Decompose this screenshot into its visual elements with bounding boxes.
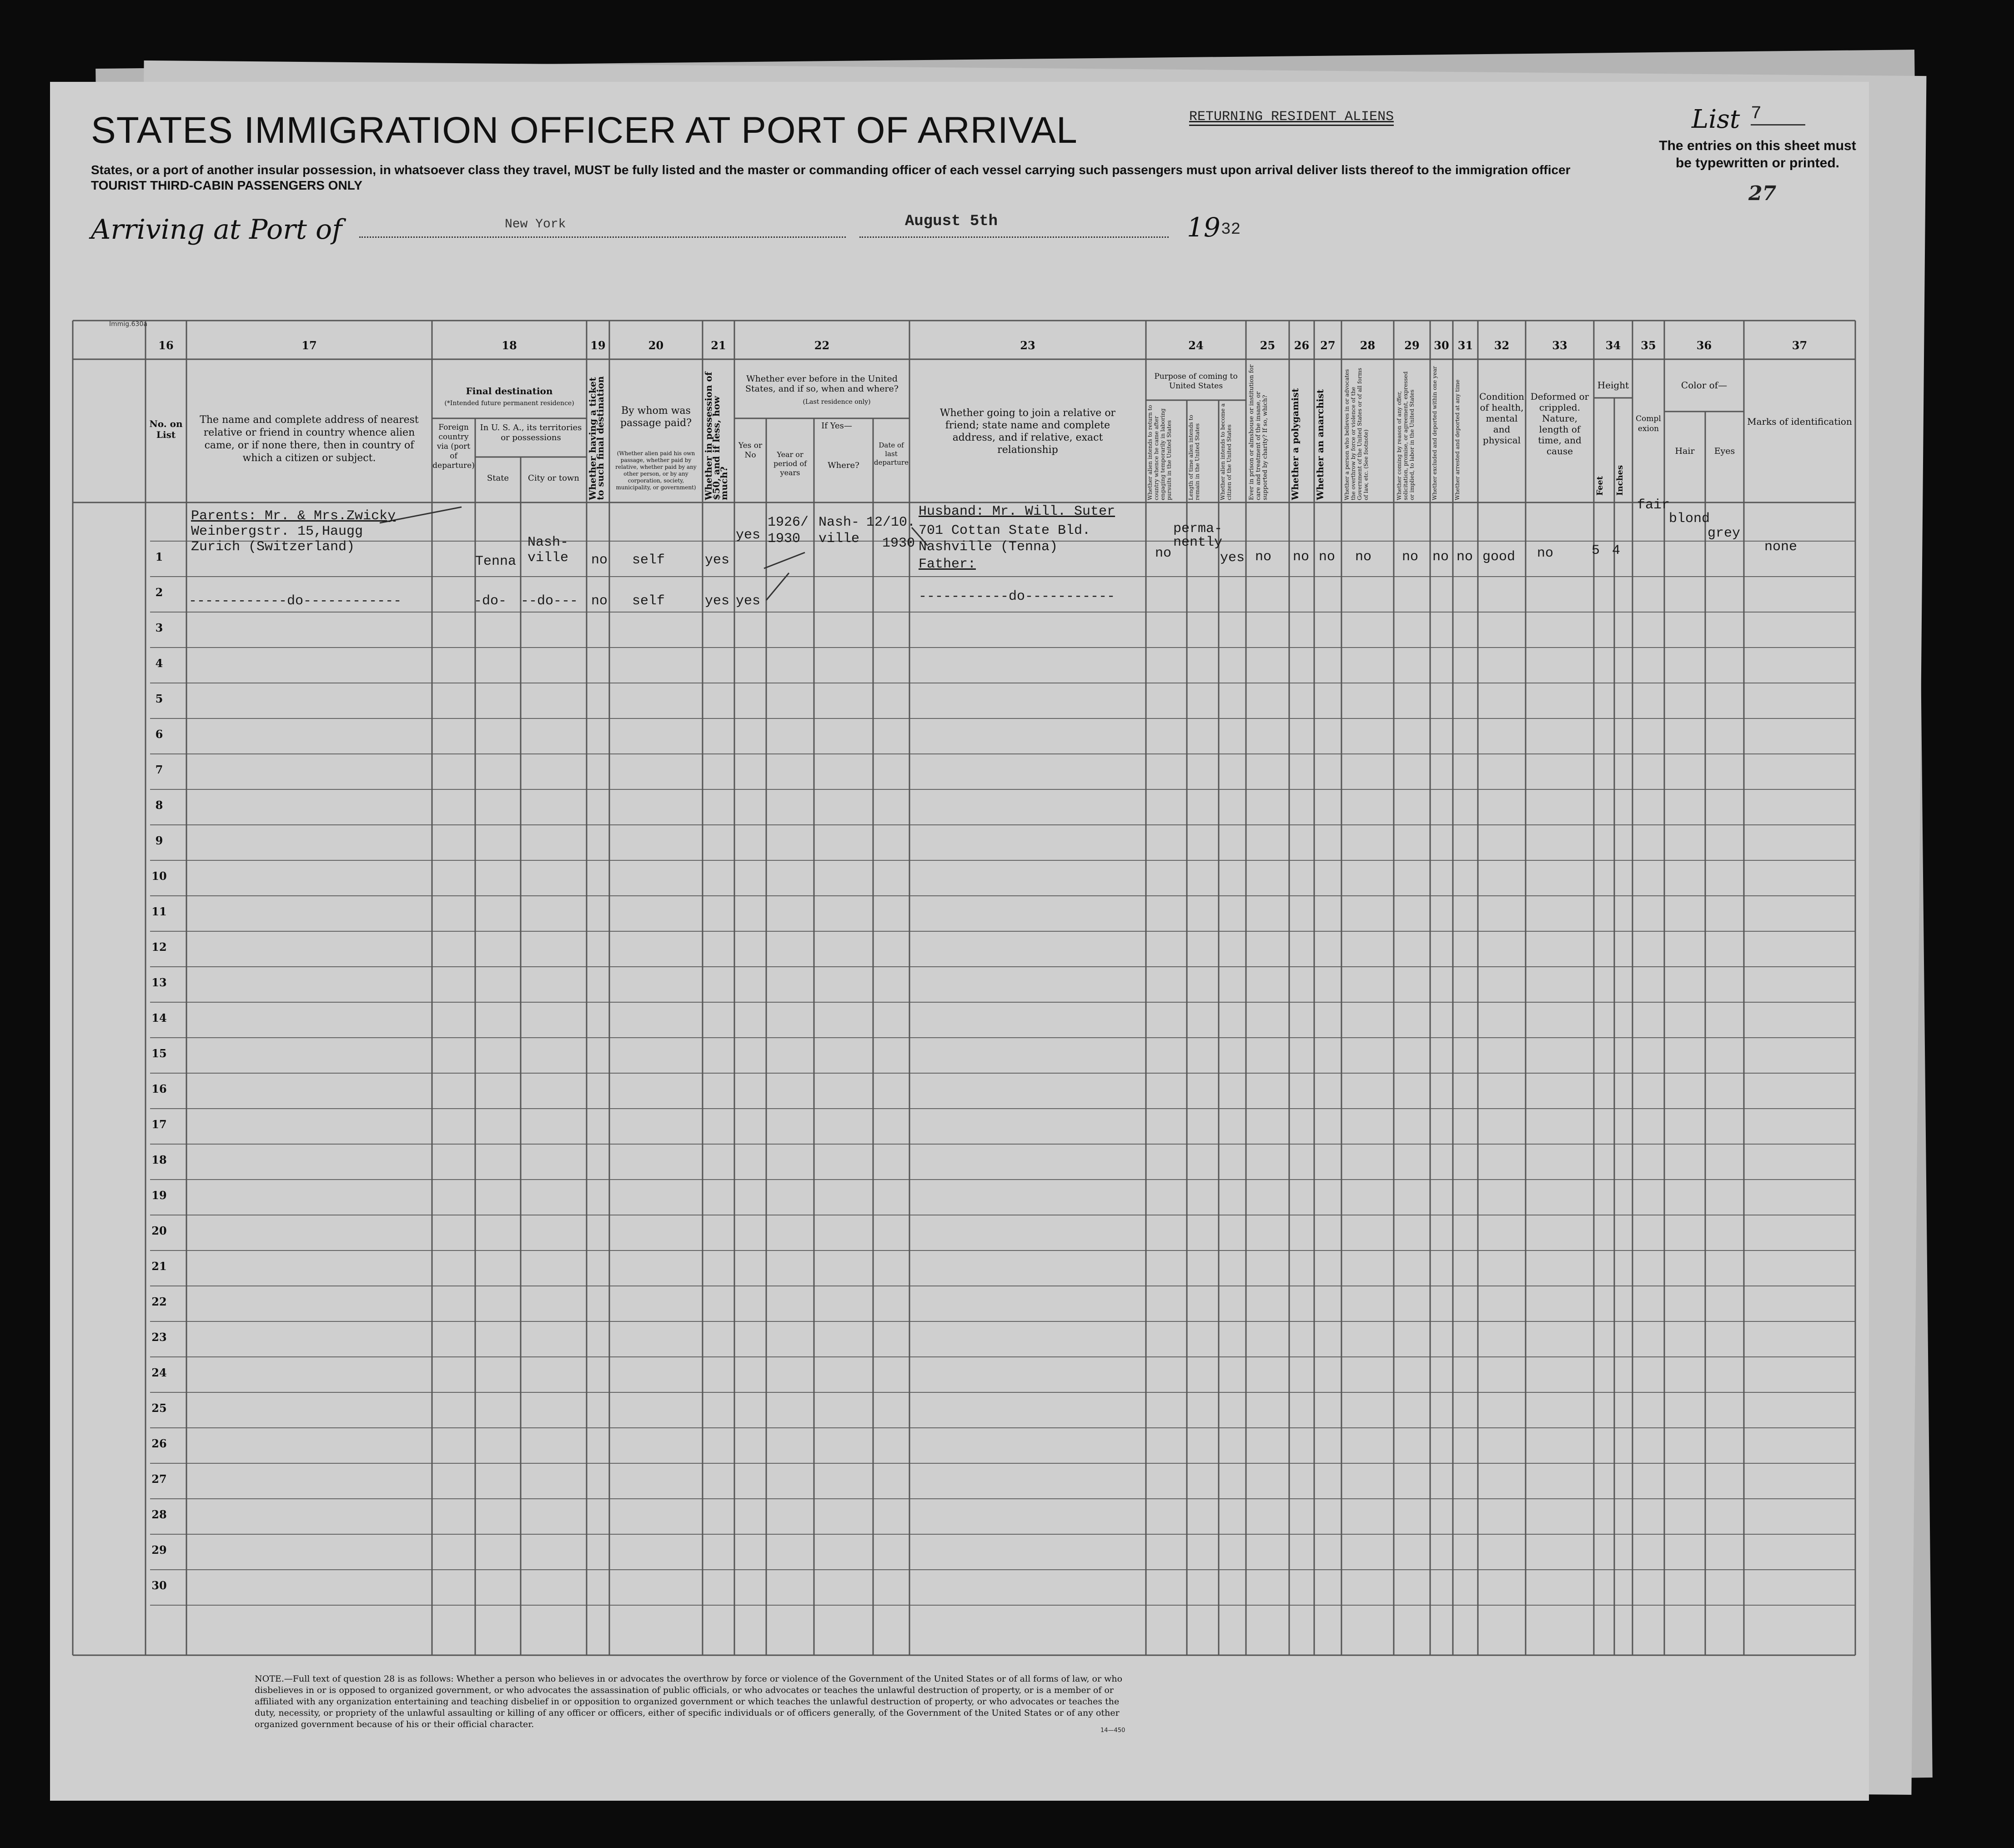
row2-city: --do--- xyxy=(521,593,578,609)
column-number: 34 xyxy=(1605,339,1621,352)
row-number: 2 xyxy=(155,586,163,599)
header-height: Height xyxy=(1597,380,1629,391)
join-line-3: Nashville (Tenna) xyxy=(919,539,1058,555)
row1-question-29: no xyxy=(1402,549,1419,565)
row1-passage: self xyxy=(632,552,665,568)
header-joining-relative: Whether going to join a relative or friend; state name and complete address, and if relative, exact relationship xyxy=(939,407,1116,456)
column-number: 28 xyxy=(1360,339,1376,352)
row-number: 28 xyxy=(151,1508,167,1521)
row1-polygamist: no xyxy=(1293,549,1310,565)
column-number: 22 xyxy=(814,339,830,352)
header-foreign-country: Foreign country via (port of departure) xyxy=(432,423,475,470)
form-number-top: Immig.630a xyxy=(109,321,147,328)
row1-city-line-2: ville xyxy=(527,550,569,566)
row-number: 9 xyxy=(155,834,163,847)
row-number: 10 xyxy=(151,869,167,883)
row1-money: yes xyxy=(705,552,730,568)
row-number: 22 xyxy=(151,1295,167,1308)
row1-where-line-2: ville xyxy=(819,531,860,547)
column-number: 31 xyxy=(1457,339,1473,352)
row1-return-country: no xyxy=(1155,546,1172,561)
year-prefix: 19 xyxy=(1187,212,1220,243)
row-number: 12 xyxy=(151,940,167,954)
row-number: 18 xyxy=(151,1153,167,1166)
column-number: 25 xyxy=(1260,339,1276,352)
row-number: 30 xyxy=(151,1579,167,1592)
header-return-country: Whether alien intends to return to country whence he came after engaging temporarily in laboring pursuits in the United States xyxy=(1147,405,1172,500)
row1-eyes: grey xyxy=(1708,526,1741,541)
header-purpose: Purpose of coming to United States xyxy=(1154,372,1238,391)
header-city: City or town xyxy=(528,473,579,483)
header-length-stay: Length of time alien intends to remain in the United States xyxy=(1188,415,1200,500)
header-prison-almshouse: Ever in prison or almshouse or institution for care and treatment of the insane, or supported by charity? If so, which? xyxy=(1248,364,1269,500)
column-number: 24 xyxy=(1188,339,1204,352)
row1-years-line-2: 1930 xyxy=(768,531,801,547)
row1-complexion: fair xyxy=(1637,497,1670,513)
row-number: 29 xyxy=(151,1543,167,1557)
row2-money: yes xyxy=(705,593,730,609)
row2-passage: self xyxy=(632,593,665,609)
header-final-destination-note: (*Intended future permanent residence) xyxy=(444,400,574,407)
row1-question-30: no xyxy=(1432,549,1449,565)
column-number: 18 xyxy=(502,339,517,352)
row1-length-line-1: perma- xyxy=(1173,521,1223,537)
column-number: 21 xyxy=(711,339,726,352)
row2-state: -do- xyxy=(474,593,507,609)
column-number: 26 xyxy=(1294,339,1310,352)
port-line xyxy=(359,236,846,238)
column-number: 32 xyxy=(1494,339,1510,352)
column-number: 37 xyxy=(1792,339,1808,352)
row-number: 3 xyxy=(155,621,163,634)
header-question-28: Whether a person who believes in or advocates the overthrow by force or violence of the Government of the United States or of all forms of law, etc. (See footnote) xyxy=(1344,368,1369,500)
relative-line-3: Zurich (Switzerland) xyxy=(191,539,355,555)
row1-question-28: no xyxy=(1355,549,1372,565)
header-passage-paid: By whom was passage paid? xyxy=(620,405,692,429)
column-number: 33 xyxy=(1552,339,1567,352)
row1-prison: no xyxy=(1255,549,1272,565)
relative-line-2: Weinbergstr. 15,Haugg xyxy=(191,524,363,539)
row-number: 19 xyxy=(151,1189,167,1202)
join-line-4: Father: xyxy=(919,557,976,572)
row1-hair: blond xyxy=(1669,511,1710,527)
row1-deformed: no xyxy=(1537,546,1554,561)
passenger-class-label: TOURIST THIRD-CABIN PASSENGERS ONLY xyxy=(91,178,362,192)
row1-where-line-1: Nash- xyxy=(819,515,860,530)
row-number: 24 xyxy=(151,1366,167,1379)
row1-state: Tenna xyxy=(475,554,517,569)
row-number: 25 xyxy=(151,1401,167,1415)
column-number: 29 xyxy=(1404,339,1420,352)
header-last-residence: (Last residence only) xyxy=(803,398,871,406)
question-28-footnote: NOTE.—Full text of question 28 is as follows: Whether a person who believes in or advocates the overthrow by force or violence of the Government of the United States or of all forms of law, or who disbelieves in or is opposed to organized government, or who advocates the assassination of public officials, or who advocates or teaches the unlawful destruction of property, or is a member of or affiliated with any organization entertaining and teaching disbelief in or opposition to organized government or which teaches the unlawful destruction of property, or who advocates or teaches the duty, necessity, or propriety of the unlawful assaulting or killing of any officer or officers, either of specific individuals or of officers generally, of the Government of the United States or of any other organized government because of his or their official character. xyxy=(255,1674,1123,1729)
row-number: 17 xyxy=(151,1118,167,1131)
row1-citizen: yes xyxy=(1220,550,1245,566)
header-nearest-relative: The name and complete address of nearest relative or friend in country whence alien came, or if none there, then in country of which a citizen or subject. xyxy=(200,414,419,464)
row-number: 13 xyxy=(151,976,167,989)
relative-line-1: Parents: Mr. & Mrs.Zwicky xyxy=(191,508,396,524)
join-line-2: 701 Cottan State Bld. xyxy=(919,523,1091,538)
row-number: 16 xyxy=(151,1082,167,1095)
row1-date-line-1: 12/10. xyxy=(866,515,916,530)
header-fifty-dollars: Whether in possession of $50, and if less, how much? xyxy=(703,372,729,500)
row1-city-line-1: Nash- xyxy=(527,535,569,550)
row-number: 11 xyxy=(151,905,167,918)
row1-date-line-2: 1930 xyxy=(882,536,915,551)
header-marks: Marks of identification xyxy=(1747,416,1852,427)
arriving-label: Arriving at Port of xyxy=(91,214,342,246)
row-number: 6 xyxy=(155,728,163,741)
header-complexion: Complexion xyxy=(1636,414,1661,433)
header-question-31: Whether arrested and deported at any time xyxy=(1454,379,1461,500)
form-number-bottom: 14—450 xyxy=(1100,1727,1125,1734)
header-before-in-us: Whether ever before in the United States, and if so, when and where? xyxy=(745,374,899,394)
row1-inches: 4 xyxy=(1612,543,1621,558)
row1-feet: 5 xyxy=(1592,543,1600,558)
column-number: 19 xyxy=(590,339,606,352)
header-year-period: Year or period of years xyxy=(773,450,807,477)
header-deformed: Deformed or crippled. Nature, length of time, and cause xyxy=(1530,391,1589,457)
row1-years-line-1: 1926/ xyxy=(768,515,809,530)
row-number: 5 xyxy=(155,692,163,705)
arrival-date: August 5th xyxy=(905,213,998,230)
header-polygamist: Whether a polygamist xyxy=(1290,388,1301,500)
column-number: 23 xyxy=(1020,339,1035,352)
form-subtitle: States, or a port of another insular possession, in whatsoever class they travel, MUST be fully listed and the master or commanding officer of each vessel carrying such passengers must upon arrival deliver lists thereof to the immigration officer xyxy=(91,163,1571,177)
row1-length-line-2: nently xyxy=(1173,535,1223,550)
header-date-departure: Date of last departure xyxy=(874,441,909,467)
row-number: 8 xyxy=(155,798,163,812)
header-question-30: Whether excluded and deported within one year xyxy=(1431,366,1438,500)
row1-question-31: no xyxy=(1457,549,1473,565)
row1-marks: none xyxy=(1764,539,1798,555)
header-final-destination: Final destination xyxy=(466,386,553,397)
column-number: 17 xyxy=(301,339,317,352)
row-number: 27 xyxy=(151,1472,167,1486)
row-number: 7 xyxy=(155,763,163,776)
header-health: Condition of health, mental and physical xyxy=(1479,391,1524,446)
row2-ticket: no xyxy=(591,593,608,609)
returning-resident-label: RETURNING RESIDENT ALIENS xyxy=(1189,109,1394,126)
join-line-1: Husband: Mr. Will. Suter xyxy=(919,504,1115,519)
column-number: 16 xyxy=(158,339,174,352)
row-number: 20 xyxy=(151,1224,167,1237)
header-no-on-list: No. on List xyxy=(149,418,183,440)
header-passage-note: (Whether alien paid his own passage, whether paid by relative, whether paid by any other person, or by any corporation, society, municipality, or government) xyxy=(615,450,697,491)
header-become-citizen: Whether alien intends to become a citizen of the United States xyxy=(1220,403,1232,500)
row-number: 15 xyxy=(151,1047,167,1060)
row-number: 1 xyxy=(155,550,163,563)
column-number: 36 xyxy=(1696,339,1712,352)
row1-before: yes xyxy=(736,527,761,543)
row-number: 4 xyxy=(155,657,163,670)
page-number: 27 xyxy=(1748,182,1777,205)
column-number: 20 xyxy=(648,339,664,352)
header-question-29: Whether coming by reason of any offer, solicitation, promise, or agreement, expressed or implied, to labor in the United States xyxy=(1396,371,1415,500)
header-inches: Inches xyxy=(1615,465,1625,496)
list-label: List xyxy=(1692,105,1740,134)
row2-before: yes xyxy=(736,593,761,609)
header-yes-or-no: Yes or No xyxy=(738,441,763,460)
row1-ticket: no xyxy=(591,552,608,568)
row1-health: good xyxy=(1482,549,1516,565)
header-color-of: Color of— xyxy=(1681,380,1728,391)
header-anarchist: Whether an anarchist xyxy=(1315,389,1326,500)
column-number: 30 xyxy=(1434,339,1449,352)
row-number: 21 xyxy=(151,1260,167,1273)
column-number: 27 xyxy=(1320,339,1336,352)
header-where: Where? xyxy=(828,461,859,470)
typewritten-instruction: The entries on this sheet must be typewritten or printed. xyxy=(1659,138,1856,171)
header-ticket: Whether having a ticket to such final destination xyxy=(587,376,606,500)
header-state: State xyxy=(487,473,509,483)
header-hair: Hair xyxy=(1675,446,1695,456)
header-feet: Feet xyxy=(1595,476,1605,496)
year-suffix: 32 xyxy=(1221,220,1241,239)
header-in-usa: In U. S. A., its territories or possessions xyxy=(480,423,582,442)
form-title: STATES IMMIGRATION OFFICER AT PORT OF ARRIVAL xyxy=(91,110,1078,151)
list-number: 7 xyxy=(1751,104,1805,126)
row1-anarchist: no xyxy=(1319,549,1336,565)
row-number: 14 xyxy=(151,1011,167,1024)
column-number: 35 xyxy=(1641,339,1656,352)
header-if-yes: If Yes— xyxy=(821,421,852,431)
date-line xyxy=(859,236,1169,238)
header-eyes: Eyes xyxy=(1714,446,1735,456)
row2-relative: ------------do------------ xyxy=(189,593,402,609)
row-number: 26 xyxy=(151,1437,167,1450)
row2-join: -----------do----------- xyxy=(919,589,1115,604)
port-value: New York xyxy=(505,217,566,231)
row-number: 23 xyxy=(151,1331,167,1344)
